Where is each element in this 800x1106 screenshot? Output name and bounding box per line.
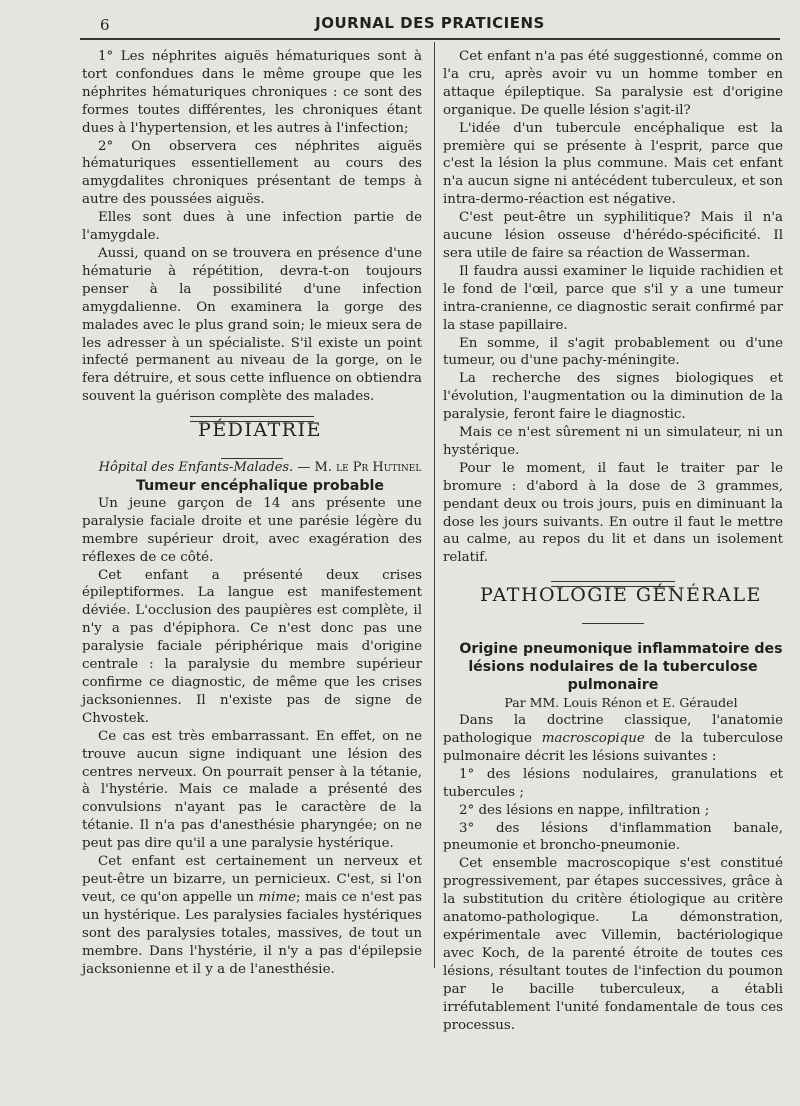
- italic-term: macroscopique: [541, 731, 645, 746]
- paragraph: 1° des lésions nodulaires, granulations et tubercules ;: [443, 766, 783, 800]
- paragraph-mime: [82, 853, 422, 978]
- text-run: Dans la doctrine classique, l'anatomie pathologique: [443, 713, 783, 746]
- italic-term: mime: [258, 889, 297, 905]
- article-title-tumeur: Tumeur encéphalique probable: [135, 477, 385, 494]
- paragraph: L'idée d'un tubercule encéphalique est la première qui se présente à l'esprit, parce que c'est la lésion la plus commune. Mais cet enfant n'a aucun signe ni antécédent tuberculeux, et son intra-dermo-réaction est négative.: [443, 120, 783, 208]
- text-run: ; mais ce n'est pas un hystérique. Les paralysies faciales hystériques sont des paralysies totales, massives, de tout un membre. Dans l'hystérie, il n'y a pas d'épilepsie jacksonienne et il y a de l'anesthésie.: [82, 889, 422, 977]
- text-run: de la tuberculose pulmonaire décrit les lésions suivantes :: [443, 731, 784, 764]
- running-head: [80, 14, 780, 36]
- paragraph: Cet ensemble macroscopique s'est constitué progressivement, par étapes successives, grâce à la substitution du critère étiologique au critère anatomo-pathologique. La démonstration, expérimentale avec Villemin, bactériologique avec Koch, de la parenté étroite de toutes ces lésions, résultant toutes de l'infection du poumon par le bacille tuberculeux, a établi irréfutablement l'unité fondamentale de tous ces processus.: [443, 856, 783, 1033]
- paragraph: Mais ce n'est sûrement ni un simulateur, ni un hystérique.: [443, 425, 783, 458]
- right-column: [443, 48, 783, 1034]
- paragraph: Ce cas est très embarrassant. En effet, on ne trouve aucun signe indiquant une lésion des centres nerveux. On pourrait penser à la tétanie, à l'hystérie. Mais ce malade a présenté des convulsions n'ayant pas le caractère de la tétanie. Il n'a pas d'anesthésie pharyngée; on ne peut pas dire qu'il a une paralysie hystérique.: [82, 728, 422, 852]
- paragraph: 2° des lésions en nappe, infiltration ;: [459, 802, 710, 818]
- paragraph: Elles sont dues à une infection partie de l'amygdale.: [82, 210, 422, 244]
- article-title-origine: Origine pneumonique inflammatoire des lésions nodulaires de la tuberculose pulmonaire: [459, 641, 783, 694]
- column-divider: [434, 42, 435, 968]
- byline-author: — M. le Pr Hutinel: [297, 460, 422, 476]
- journal-title: JOURNAL DES PRATICIENS: [315, 14, 545, 32]
- page-number: 6: [100, 16, 110, 34]
- article-authors: Par MM. Louis Rénon et E. Géraudel: [504, 695, 738, 711]
- section-heading-pathologie: PATHOLOGIE GÉNÉRALE: [480, 584, 762, 607]
- paragraph: Pour le moment, il faut le traiter par le bromure : d'abord à la dose de 3 grammes, pendant deux ou trois jours, puis en diminuant la dose les jours suivants. En outre il faut le mettre au calme, au repos du lit et dans un isolement relatif.: [443, 460, 783, 566]
- heading-rule: [582, 623, 644, 624]
- paragraph: Cet enfant a présenté deux crises épileptiformes. La langue est manifestement déviée. L'occlusion des paupières est complète, il n'y a pas d'épiphora. Ce n'est donc pas une paralysie faciale périphérique mais d'origine centrale : la paralysie du membre supérieur confirme ce diagnostic, de même que les crises jacksoniennes. Il n'existe pas de signe de Chvostek.: [82, 567, 422, 726]
- paragraph: Aussi, quand on se trouvera en présence d'une hématurie à répétition, devra-t-on toujours penser à la possibilité d'une infection amygdalienne. On examinera la gorge des malades avec le plus grand soin; le mieux sera de les adresser à un spécialiste. S'il existe un point infecté permanent au niveau de la gorge, on le fera détruire, et sous cette influence on obtiendra souvent la guérison complète des malades.: [82, 245, 422, 405]
- article-byline: [82, 459, 422, 477]
- text-run: Cet enfant est certainement un nerveux et peut-être un bizarre, un pernicieux. C'est, si l'on veut, ce qu'on appelle un: [82, 854, 422, 905]
- paragraph: En somme, il s'agit probablement ou d'une tumeur, ou d'une pachy-méningite.: [443, 335, 783, 369]
- paragraph: 2° On observera ces néphrites aiguës hématuriques essentiellement au cours des amygdalites chroniques présentant de temps à autre des poussées aiguës.: [82, 138, 422, 208]
- header-rule: [80, 38, 780, 40]
- paragraph: 1° Les néphrites aiguës hématuriques sont à tort confondues dans le même groupe que les néphrites hématuriques chroniques : ce sont des formes toutes différentes, les chroniques étant dues à l'hypertension, et les autres à l'infection;: [82, 49, 422, 136]
- paragraph: Cet enfant n'a pas été suggestionné, comme on l'a cru, après avoir vu un homme tomber en attaque épileptique. Sa paralysie est d'origine organique. De quelle lésion s'agit-il?: [443, 49, 783, 118]
- byline-hospital: Hôpital des Enfants-Malades.: [98, 460, 294, 476]
- paragraph-doctrine: [443, 712, 783, 766]
- paragraph: La recherche des signes biologiques et l'évolution, l'augmentation ou la diminution de la paralysie, feront faire le diagnostic.: [443, 371, 783, 423]
- left-column: [82, 48, 422, 978]
- paragraph: C'est peut-être un syphilitique? Mais il n'a aucune lésion osseuse d'hérédo-spécificité. Il sera utile de faire sa réaction de Wasserman.: [443, 210, 783, 261]
- paragraph: Il faudra aussi examiner le liquide rachidien et le fond de l'œil, parce que s'il y a une tumeur intra-cranienne, ce diagnostic serait confirmé par la stase papillaire.: [443, 263, 783, 333]
- paragraph: 3° des lésions d'inflammation banale, pneumonie et broncho-pneumonie.: [443, 820, 783, 854]
- section-heading-pediatrie: PÉDIATRIE: [198, 419, 322, 442]
- paragraph: Un jeune garçon de 14 ans présente une paralysie faciale droite et une parésie légère du membre supérieur droit, avec exagération des réflexes de ce côté.: [82, 495, 422, 565]
